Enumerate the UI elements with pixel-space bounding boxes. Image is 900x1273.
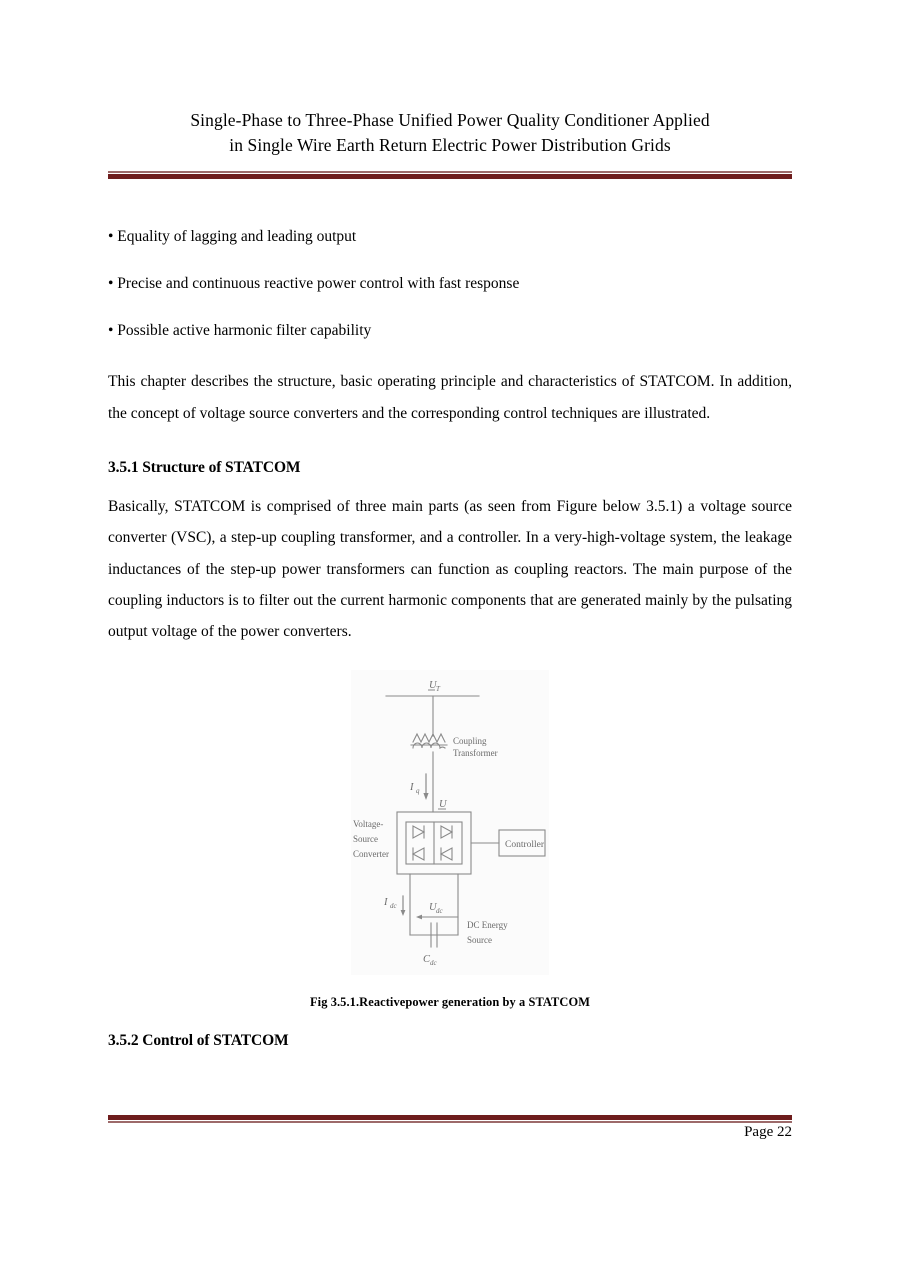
page-title-line-1: Single-Phase to Three-Phase Unified Power Quality Conditioner Applied bbox=[190, 110, 710, 130]
list-item: • Possible active harmonic filter capability bbox=[108, 322, 372, 340]
statcom-circuit-diagram bbox=[351, 670, 549, 975]
list-item: • Equality of lagging and leading output bbox=[108, 227, 357, 245]
circuit-diagram-svg bbox=[351, 670, 549, 975]
label-controller: Controller bbox=[505, 839, 545, 850]
paragraph-structure: Basically, STATCOM is comprised of three main parts (as seen from Figure below 3.5.1) a voltage source converter (VSC), a step-up coupling transformer, and a controller. In a very-high-voltage system, the leakage inductances of the step-up power transformers can function as coupling reactors. The main purpose of the coupling inductors is to filter out the current harmonic components that are generated mainly by the pulsating output voltage of the power converters. bbox=[108, 498, 792, 641]
label-reactive-current: I bbox=[410, 781, 414, 793]
header-rule-thick bbox=[108, 174, 792, 179]
label-dc-current: I bbox=[384, 896, 388, 908]
label-dc-voltage-subscript: dc bbox=[436, 906, 443, 915]
header-rule bbox=[108, 171, 792, 179]
footer-rule bbox=[108, 1115, 792, 1123]
label-vsc-line-2: Source bbox=[353, 833, 378, 844]
heading-section-352: 3.5.2 Control of STATCOM bbox=[108, 1031, 289, 1049]
label-dc-source-line-1: DC Energy bbox=[467, 919, 508, 930]
label-converter-voltage: U bbox=[439, 798, 447, 810]
heading-section-351: 3.5.1 Structure of STATCOM bbox=[108, 459, 301, 477]
label-dc-source-line-2: Source bbox=[467, 934, 492, 945]
figure-caption: Fig 3.5.1.Reactivepower generation by a STATCOM bbox=[309, 994, 590, 1009]
page-content bbox=[108, 0, 792, 1050]
page-number: Page 22 bbox=[744, 1124, 792, 1140]
label-dc-capacitor: C bbox=[423, 953, 431, 965]
label-vsc-line-3: Converter bbox=[353, 848, 389, 859]
list-item: • Precise and continuous reactive power control with fast response bbox=[108, 274, 520, 292]
label-dc-capacitor-subscript: dc bbox=[430, 958, 437, 967]
label-bus-voltage-subscript: T bbox=[436, 684, 440, 693]
label-vsc-line-1: Voltage- bbox=[353, 818, 384, 829]
label-dc-current-subscript: dc bbox=[390, 901, 397, 910]
footer-rule-thin bbox=[108, 1121, 792, 1123]
page-title-line-2: in Single Wire Earth Return Electric Power Distribution Grids bbox=[229, 134, 671, 155]
figure-container bbox=[108, 670, 792, 975]
label-reactive-current-subscript: q bbox=[416, 786, 420, 795]
label-coupling-transformer-line-2: Transformer bbox=[453, 747, 498, 758]
label-bus-voltage: U bbox=[429, 679, 437, 691]
label-coupling-transformer-line-1: Coupling bbox=[453, 735, 487, 746]
page-title bbox=[108, 0, 792, 158]
paragraph-intro: This chapter describes the structure, basic operating principle and characteristics of STATCOM. In addition, the concept of voltage source converters and the corresponding control techniques are illustrated. bbox=[108, 373, 792, 422]
bullet-list bbox=[108, 225, 792, 343]
label-dc-voltage: U bbox=[429, 901, 437, 913]
